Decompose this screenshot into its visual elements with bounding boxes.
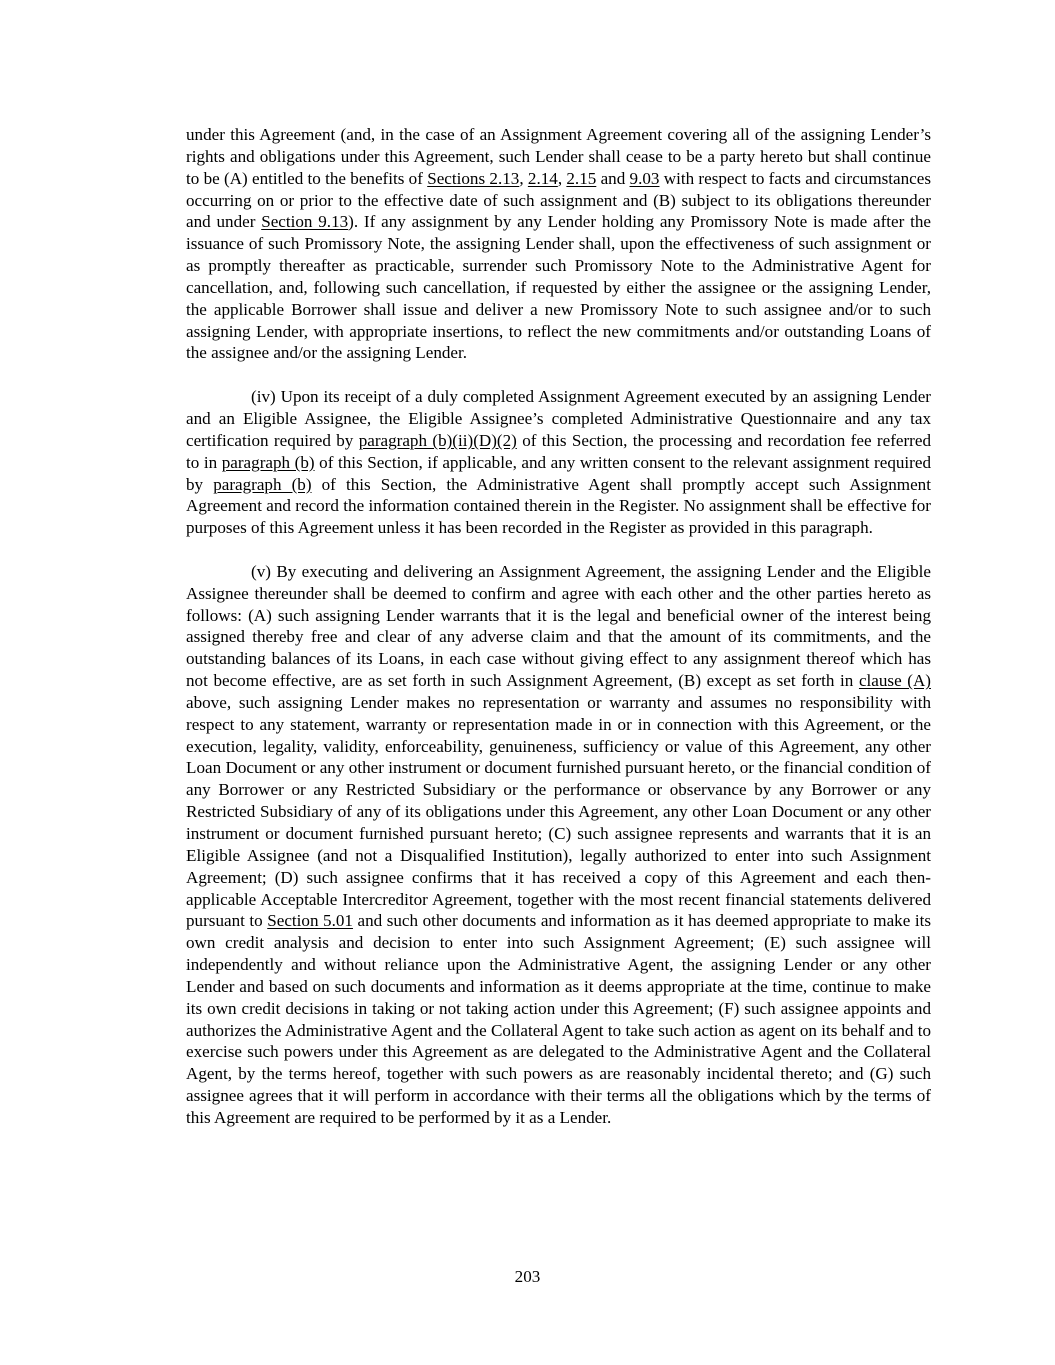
- text-run: above, such assigning Lender makes no representation or warranty and assumes no responsibility with respect to any statement, warranty or representation made in or in connection with this Agreement, or the execution, legality, validity, enforceability, genuineness, sufficiency or value of this Agreement, any other Loan Document or any other instrument or document furnished pursuant hereto, or the financial condition of any Borrower or any Restricted Subsidiary or the performance or observance by any Borrower or any Restricted Subsidiary of any of its obligations under this Agreement, any other Loan Document or any other instrument or document furnished pursuant hereto; (C) such assignee represents and warrants that it is an Eligible Assignee (and not a Disqualified Institution), legally authorized to enter into such Assignment Agreement; (D) such assignee confirms that it has received a copy of this Agreement and each then-applicable Acceptable Intercreditor Agreement, together with the most recent financial statements delivered pursuant to: [186, 692, 931, 931]
- cross-reference-link: 2.14: [527, 168, 558, 188]
- text-run: with respect to facts and circumstances occurring on or prior to the effective date of such assignment and (B) subject to its obligations thereunder and under: [186, 168, 932, 232]
- text-run: of this Section, the Administrative Agent shall promptly accept such Assignment Agreement and record the information contained therein in the Register. No assignment shall be effective for purposes of this Agreement unless it has been recorded in the Register as provided in this paragraph.: [186, 474, 931, 538]
- body-text: [186, 124, 931, 1151]
- cross-reference-link: clause (A): [858, 671, 931, 691]
- text-run: and: [596, 168, 630, 188]
- cross-reference-link: 2.15: [566, 168, 597, 188]
- cross-reference-link: Section 5.01: [267, 911, 353, 931]
- cross-reference-link: Section 9.13: [261, 212, 349, 232]
- paragraph-continuation: [186, 124, 931, 364]
- clause-marker: (iv): [251, 387, 276, 407]
- text-run: ,: [557, 168, 567, 188]
- cross-reference-link: paragraph (b)(ii)(D)(2): [358, 430, 517, 450]
- text-run: of this Section, if applicable, and any written consent to the relevant assignment required by: [186, 452, 932, 494]
- paragraph-v: [186, 561, 931, 1129]
- clause-marker: (v): [251, 561, 271, 581]
- text-run: and such other documents and information as it has deemed appropriate to make its own credit analysis and decision to enter into such Assignment Agreement; (E) such assignee will independently and without reliance upon the Administrative Agent, the assigning Lender or any other Lender and based on such documents and information as it deems appropriate at the time, continue to make its own credit decisions in taking or not taking action under this Agreement; (F) such assignee appoints and authorizes the Administrative Agent and the Collateral Agent to take such action as agent on its behalf and to exercise such powers under this Agreement as are delegated to the Administrative Agent and the Collateral Agent, by the terms hereof, together with such powers as are reasonably incidental thereto; and (G) such assignee agrees that it will perform in accordance with their terms all the obligations which by the terms of this Agreement are required to be performed by it as a Lender.: [186, 911, 931, 1127]
- cross-reference-link: paragraph (b): [213, 474, 312, 494]
- text-run: Upon its receipt of a duly completed Assignment Agreement executed by an assigning Lender and an Eligible Assignee, the Eligible Assignee’s completed Administrative Questionnaire and any tax certification required by: [186, 387, 931, 450]
- cross-reference-link: paragraph (b): [221, 452, 315, 472]
- text-run: ). If any assignment by any Lender holding any Promissory Note is made after the issuance of such Promissory Note, the assigning Lender shall, upon the effectiveness of such assignment or as promptly thereafter as practicable, surrender such Promissory Note to the Administrative Agent for cancellation, and, following such cancellation, if requested by either the assignee or the assigning Lender, the applicable Borrower shall issue and deliver a new Promissory Note to such assignee and/or to such assigning Lender, with appropriate insertions, to reflect the new commitments and/or outstanding Loans of the assignee and/or the assigning Lender.: [186, 212, 931, 363]
- page-number: 203: [514, 1267, 541, 1286]
- text-run: By executing and delivering an Assignment Agreement, the assigning Lender and the Eligible Assignee thereunder shall be deemed to confirm and agree with each other and the other parties hereto as follows: (A) such assigning Lender warrants that it is the legal and beneficial owner of the interest being assigned thereby free and clear of any adverse claim and that the amount of its commitments, and the outstanding balances of its Loans, in each case without giving effect to any assignment thereof which has not become effective, are as set forth in such Assignment Agreement, (B) except as set forth in: [186, 561, 931, 691]
- text-run: ,: [519, 168, 528, 188]
- cross-reference-link: 9.03: [629, 168, 660, 188]
- text-run: under this Agreement (and, in the case of an Assignment Agreement covering all of the assigning Lender’s rights and obligations under this Agreement, such Lender shall cease to be a party hereto but shall continue to be (A) entitled to the benefits of: [186, 125, 931, 188]
- paragraph-iv: [186, 386, 931, 539]
- text-run: of this Section, the processing and recordation fee referred to in: [186, 430, 931, 472]
- cross-reference-link: Sections 2.13: [427, 168, 520, 188]
